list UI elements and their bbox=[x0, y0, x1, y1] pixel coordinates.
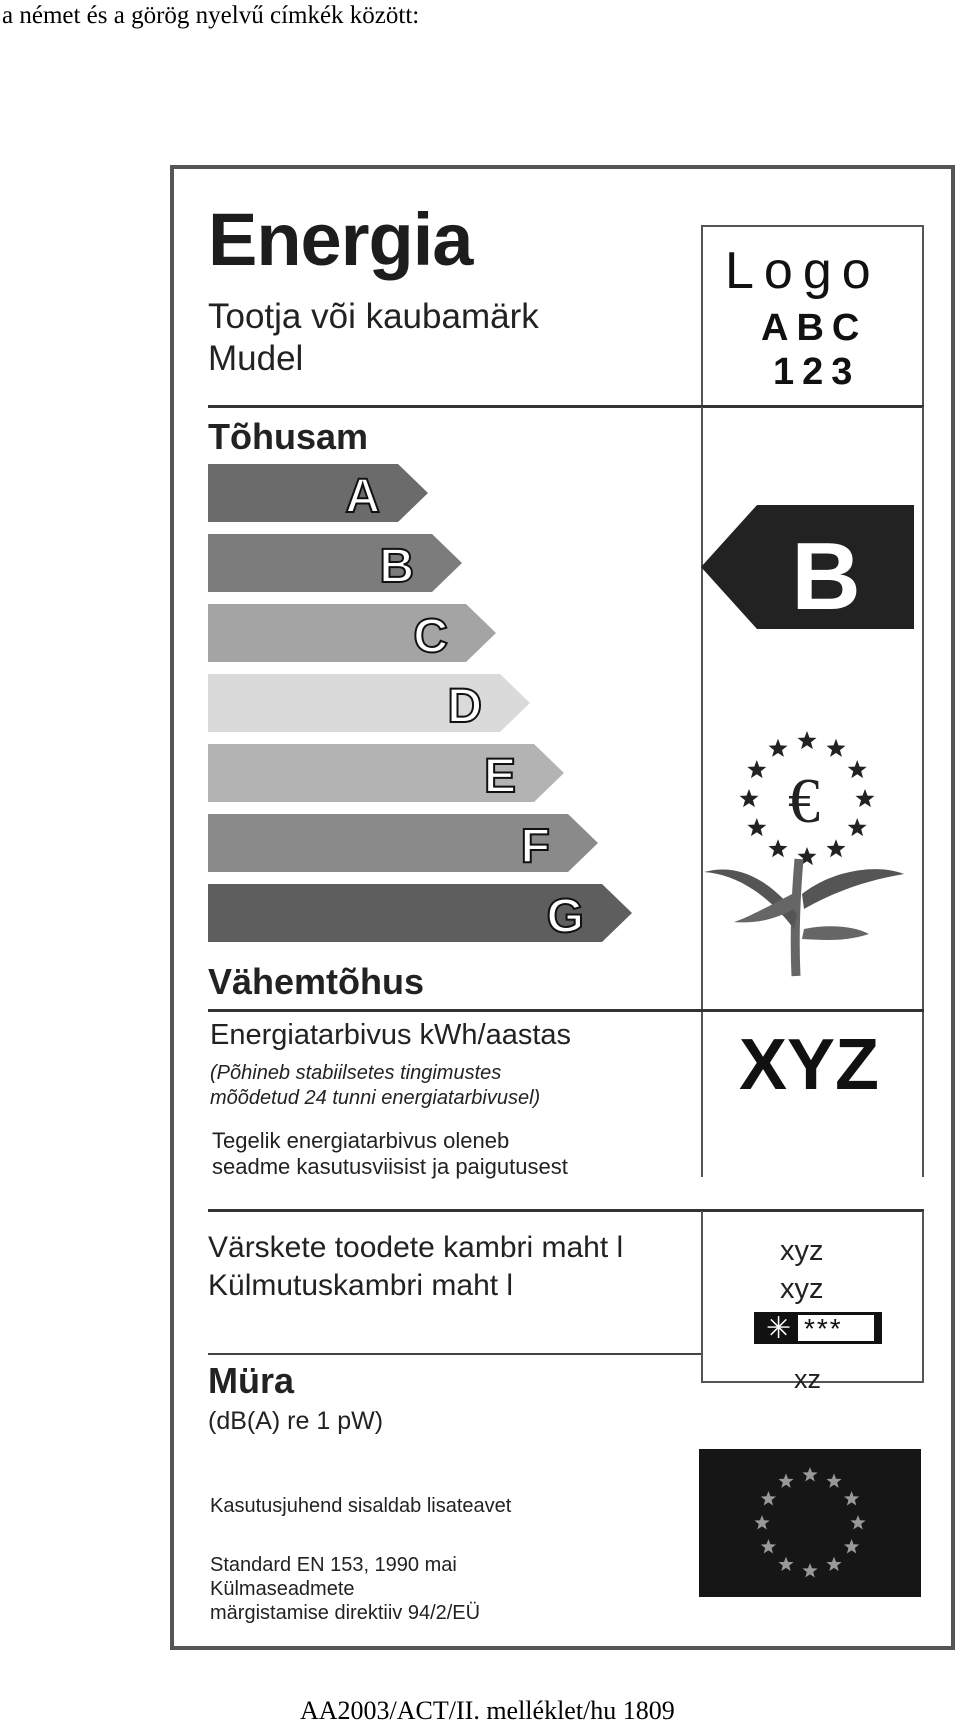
class-arrow-c bbox=[208, 604, 496, 662]
efficient-text: Tõhusam bbox=[208, 416, 369, 457]
star-box bbox=[798, 1313, 874, 1344]
eu-flag-icon bbox=[699, 1449, 921, 1597]
noise-heading: Müra bbox=[208, 1360, 295, 1401]
energy-label bbox=[170, 165, 955, 1650]
noise-value: xz bbox=[794, 1364, 821, 1394]
flower-star bbox=[827, 739, 846, 757]
page-footer: AA2003/ACT/II. melléklet/hu 1809 bbox=[300, 1696, 675, 1725]
class-letter-e: E bbox=[483, 750, 516, 803]
frozen-volume-value: xyz bbox=[780, 1273, 824, 1305]
class-letter-d: D bbox=[447, 680, 482, 733]
flower-star bbox=[848, 818, 867, 836]
flower-star bbox=[740, 789, 759, 807]
flower-star bbox=[747, 818, 766, 836]
divider-4 bbox=[208, 1353, 701, 1355]
svg-text:€: € bbox=[788, 765, 820, 836]
consumption-note-2: mõõdetud 24 tunni energiatarbivusel) bbox=[210, 1087, 541, 1109]
consumption-value: XYZ bbox=[739, 1025, 880, 1105]
flower-star bbox=[769, 739, 788, 757]
class-letter-g: G bbox=[546, 890, 584, 943]
current-class-arrow bbox=[701, 505, 916, 635]
standard-text-1: Standard EN 153, 1990 mai bbox=[210, 1554, 457, 1576]
flower-star bbox=[769, 839, 788, 857]
divider-2 bbox=[208, 1009, 924, 1012]
less-efficient-text: Vähemtõhus bbox=[208, 961, 425, 1002]
fresh-volume-value: xyz bbox=[780, 1235, 824, 1267]
class-letter-a: A bbox=[345, 470, 380, 523]
logo-word: Logo bbox=[725, 242, 881, 300]
frozen-volume-label: Külmutuskambri maht l bbox=[208, 1269, 514, 1302]
snowflake-icon: ✳ bbox=[766, 1312, 792, 1345]
consumption-note-4: seadme kasutusviisist ja paigutusest bbox=[212, 1154, 568, 1179]
current-class-letter: B bbox=[791, 523, 861, 630]
flower-star bbox=[856, 789, 875, 807]
flower-star bbox=[747, 760, 766, 778]
class-arrows bbox=[208, 464, 668, 954]
logo-digits: 123 bbox=[773, 351, 861, 393]
consumption-note-1: (Põhineb stabiilsetes tingimustes bbox=[210, 1062, 502, 1084]
fresh-volume-label: Värskete toodete kambri maht l bbox=[208, 1231, 624, 1264]
info-text: Kasutusjuhend sisaldab lisateavet bbox=[210, 1495, 512, 1517]
class-letter-b: B bbox=[379, 540, 414, 593]
noise-unit: (dB(A) re 1 pW) bbox=[208, 1407, 384, 1435]
class-arrow-a bbox=[208, 464, 428, 522]
logo-letters: ABC bbox=[761, 307, 868, 349]
class-letter-f: F bbox=[520, 820, 550, 873]
star-rating-bar bbox=[754, 1312, 882, 1344]
eco-flower-icon bbox=[704, 714, 919, 984]
consumption-note-3: Tegelik energiatarbivus oleneb bbox=[212, 1128, 510, 1153]
page-caption: a német és a görög nyelvű címkék között: bbox=[2, 2, 420, 29]
label-title: Energia bbox=[208, 198, 473, 281]
flower-star bbox=[827, 839, 846, 857]
standard-text-2: Külmaseadmete bbox=[210, 1578, 355, 1600]
consumption-heading: Energiatarbivus kWh/aastas bbox=[210, 1019, 572, 1051]
class-arrow-b bbox=[208, 534, 462, 592]
flower-star bbox=[848, 760, 867, 778]
flower-star bbox=[798, 731, 817, 749]
class-letter-c: C bbox=[413, 610, 448, 663]
manufacturer-text: Tootja või kaubamärk bbox=[208, 297, 539, 336]
logo-box bbox=[701, 225, 924, 408]
model-text: Mudel bbox=[208, 339, 304, 378]
standard-text-3: märgistamise direktiiv 94/2/EÜ bbox=[210, 1602, 481, 1624]
freezer-stars: *** bbox=[804, 1313, 843, 1344]
